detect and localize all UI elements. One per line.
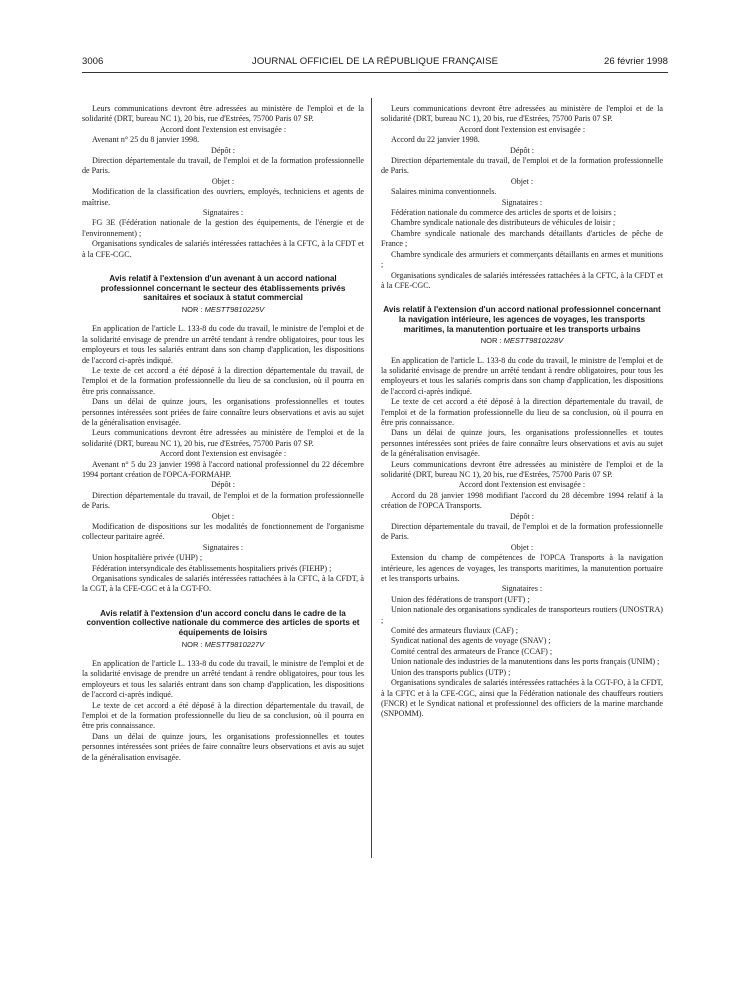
nor-reference <box>82 305 364 315</box>
nor-reference <box>82 640 364 650</box>
right-column <box>381 104 663 720</box>
signatory: Organisations syndicales de salariés intéressées rattachées à la CFTC, à la CFDT et à la CFE-CGC. <box>82 239 364 259</box>
publication-date: 26 février 1998 <box>604 56 668 67</box>
signatory-list <box>381 595 663 720</box>
field-label: Dépôt : <box>509 145 535 155</box>
notice-title: Avis relatif à l'extension d'un accord national professionnel concernant la navigation intérieure, les agences de voyages, les transports maritimes, la manutention portuaire et les transports urbains <box>383 305 661 334</box>
paragraph: Dans un délai de quinze jours, les organisations professionnelles et toutes personnes intéressées sont priées de faire connaître leurs observations et avis au sujet de la généralisation envisagée. <box>82 397 364 427</box>
signatory: Union nationale des industries de la manutentions dans les ports français (UNIM) ; <box>391 657 660 667</box>
field-label: Dépôt : <box>210 145 236 155</box>
field-label: Objet : <box>510 542 534 552</box>
notice-title: Avis relatif à l'extension d'un accord conclu dans le cadre de la convention collective nationale du commerce des articles de sports et équipements de loisirs <box>86 608 360 638</box>
field-label: Signataires : <box>202 542 244 552</box>
paragraph: Leurs communications devront être adressées au ministère de l'emploi et de la solidarité (DRT, bureau NC 1), 20 bis, rue d'Estrées, 75700 Paris 07 SP. <box>82 428 364 448</box>
field-label: Objet : <box>510 176 534 186</box>
paragraph: En application de l'article L. 133-8 du code du travail, le ministre de l'emploi et de la solidarité envisage de prendre un arrêté tendant à rendre obligatoires, pour tous les employeurs et tous les salariés compris dans son champ d'application, les dispositions de l'accord ci-après indiqué. <box>381 355 663 396</box>
field-label: Signataires : <box>501 584 543 594</box>
signatory: Organisations syndicales de salariés intéressées rattachées à la CFTC, à la CFDT et à la CFE-CGC. <box>381 270 663 290</box>
left-column <box>82 104 364 763</box>
signatory: Chambre syndicale des armuriers et commerçants détaillants en armes et munitions ; <box>381 249 663 270</box>
paragraph: Direction départementale du travail, de l'emploi et de la formation professionnelle de Paris. <box>82 490 364 511</box>
signatory: Organisations syndicales de salariés intéressées rattachées à la CGT-FO, à la CFDT, à la CFTC et à la CFE-CGC, ainsi que la Fédération nationale des chauffeurs routiers (FNCR) et le Syndicat national et professionnel des officiers de la marine marchande (SNPOMM). <box>381 678 663 719</box>
signatory: Union des fédérations de transport (UFT) ; <box>391 594 530 604</box>
paragraph: Direction départementale du travail, de l'emploi et de la formation professionnelle de Paris. <box>381 522 663 542</box>
signatory: FG 3E (Fédération nationale de la gestion des équipements, de l'énergie et de l'environnement) ; <box>82 218 364 238</box>
signatory: Fédération intersyndicale des établissements hospitaliers privés (FIEHP) ; <box>92 563 332 573</box>
paragraph: Dans un délai de quinze jours, les organisations professionnelles et toutes personnes intéressées sont priées de faire connaître leurs observations et avis au sujet de la généralisation envisagée. <box>381 428 663 459</box>
field-label: Dépôt : <box>210 480 236 490</box>
signatory: Comité central des armateurs de France (CCAF) ; <box>391 646 553 656</box>
field-label: Accord dont l'extension est envisagée : <box>159 449 287 459</box>
field-label: Signataires : <box>202 208 244 218</box>
paragraph: Leurs communications devront être adressées au ministère de l'emploi et de la solidarité (DRT, bureau NC 1), 20 bis, rue d'Estrées, 75700 Paris 07 SP. <box>381 104 663 124</box>
nor-label: NOR : <box>181 639 203 649</box>
paragraph: Le texte de cet accord a été déposé à la direction départementale du travail, de l'emploi et de la formation professionnelle du lieu de sa conclusion, où il pourra en être pris connaissance. <box>381 397 663 427</box>
paragraph: Avenant n° 25 du 8 janvier 1998. <box>92 135 200 145</box>
signatory: Chambre syndicale nationale des marchands détaillants d'articles de pêche de France ; <box>381 228 663 249</box>
nor-reference <box>381 336 663 346</box>
paragraph: En application de l'article L. 133-8 du code du travail, le ministre de l'emploi et de la solidarité envisage de prendre un arrêté tendant à rendre obligatoires, pour tous les employeurs et tous les salariés entrant dans son champ d'application, les dispositions de l'accord ci-après indiqué. <box>82 659 364 700</box>
paragraph: Le texte de cet accord a été déposé à la direction départementale du travail, de l'emploi et de la formation professionnelle du lieu de sa conclusion, où il pourra en être pris connaissance. <box>82 365 364 396</box>
signatory: Union des transports publics (UTP) ; <box>391 667 511 677</box>
paragraph: Direction départementale du travail, de l'emploi et de la formation professionnelle de Paris. <box>82 156 364 176</box>
field-label: Accord dont l'extension est envisagée : <box>458 124 586 134</box>
nor-code: MESTT9810227V <box>204 639 265 649</box>
column-divider <box>371 98 372 858</box>
nor-code: MESTT9810225V <box>204 304 265 314</box>
signatory: Union nationale des organisations syndicales de transporteurs routiers (UNOSTRA) ; <box>381 605 663 625</box>
signatory: Organisations syndicales de salariés intéressées rattachées à la CFTC, à la CFDT, à la CGT, à la CFE-CGC et à la CGT-FO. <box>82 574 364 594</box>
signatory: Comité des armateurs fluviaux (CAF) ; <box>391 626 519 636</box>
paragraph: Salaires minima conventionnels. <box>391 187 497 197</box>
paragraph: Extension du champ de compétences de l'OPCA Transports à la navigation intérieure, les agences de voyages, les transports maritimes, la manutention portuaire et les transports urbains. <box>381 553 663 584</box>
nor-label: NOR : <box>181 304 203 314</box>
paragraph: Modification de la classification des ouvriers, employés, techniciens et agents de maîtrise. <box>82 187 364 207</box>
nor-label: NOR : <box>480 336 502 346</box>
signatory: Fédération nationale du commerce des articles de sports et de loisirs ; <box>391 208 616 218</box>
page-header <box>82 56 668 70</box>
page-number: 3006 <box>82 56 104 67</box>
field-label: Accord dont l'extension est envisagée : <box>159 124 287 134</box>
field-label: Objet : <box>211 176 235 186</box>
field-label: Accord dont l'extension est envisagée : <box>458 480 586 490</box>
field-label: Objet : <box>211 511 235 521</box>
paragraph: Leurs communications devront être adressées au ministère de l'emploi et de la solidarité (DRT, bureau NC 1), 20 bis, rue d'Estrées, 75700 Paris 07 SP. <box>381 459 663 479</box>
journal-title: JOURNAL OFFICIEL DE LA RÉPUBLIQUE FRANÇAISE <box>251 56 499 67</box>
paragraph: Accord du 22 janvier 1998. <box>391 135 480 145</box>
paragraph: Dans un délai de quinze jours, les organisations professionnelles et toutes personnes intéressées sont priées de faire connaître leurs observations et avis au sujet de la généralisation envisagée. <box>82 731 364 762</box>
paragraph: Direction départementale du travail, de l'emploi et de la formation professionnelle de Paris. <box>381 156 663 176</box>
field-label: Signataires : <box>501 197 543 207</box>
field-label: Dépôt : <box>509 511 535 521</box>
paragraph: Leurs communications devront être adressées au ministère de l'emploi et de la solidarité (DRT, bureau NC 1), 20 bis, rue d'Estrées, 75700 Paris 07 SP. <box>82 104 364 124</box>
signatory: Chambre syndicale nationale des distributeurs de véhicules de loisir ; <box>391 218 616 228</box>
paragraph: En application de l'article L. 133-8 du code du travail, le ministre de l'emploi et de la solidarité envisage de prendre un arrêté tendant à rendre obligatoires, pour tous les employeurs et tous les salariés entrant dans son champ d'application, les dispositions de l'accord ci-après indiqué. <box>82 324 364 365</box>
signatory: Union hospitalière privée (UHP) ; <box>92 553 203 563</box>
paragraph: Accord du 28 janvier 1998 modifiant l'accord du 28 décembre 1994 relatif à la création de l'OPCA Transports. <box>381 490 663 511</box>
notice-title: Avis relatif à l'extension d'un avenant à un accord national professionnel concernant le secteur des établissements privés sanitaires et sociaux à statut commercial <box>100 274 346 303</box>
signatory: Syndicat national des agents de voyage (SNAV) ; <box>391 636 551 646</box>
paragraph: Modification de dispositions sur les modalités de fonctionnement de l'organisme collecteur paritaire agréé. <box>82 522 364 542</box>
paragraph: Avenant n° 5 du 23 janvier 1998 à l'accord national professionnel du 22 décembre 1994 portant création de l'OPCA-FORMAHP. <box>82 459 364 479</box>
paragraph: Le texte de cet accord a été déposé à la direction départementale du travail, de l'emploi et de la formation professionnelle du lieu de sa conclusion, où il pourra en être pris connaissance. <box>82 700 364 731</box>
nor-code: MESTT9810228V <box>503 336 564 346</box>
header-rule <box>82 72 668 73</box>
